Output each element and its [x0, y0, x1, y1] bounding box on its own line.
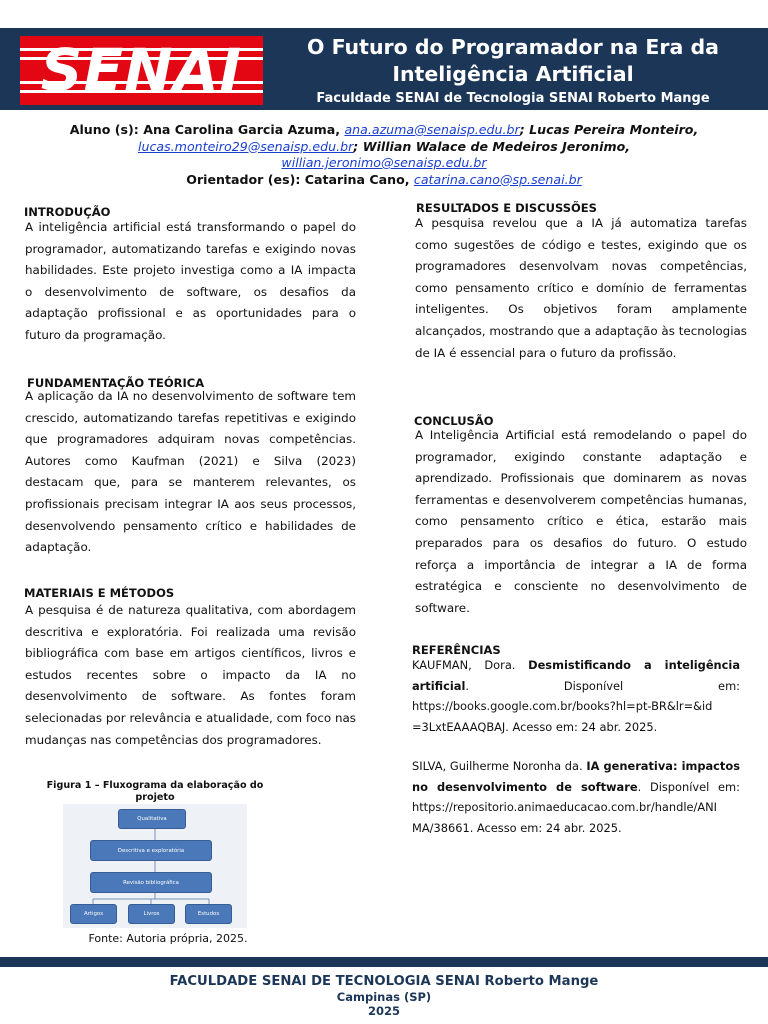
flow-node-descritiva: Descritiva e exploratória [90, 840, 212, 861]
flow-node-livros: Livros [128, 904, 175, 924]
results-text: A pesquisa revelou que a IA já automatiza tarefas como sugestões de código e testes, exigindo que os programadores desenvolvam novas competências, como pensamento crítico e domínio de ferramentas inteligentes. Os objetivos foram amplamente alcançados, mostrando que a adaptação às tecnologias de IA é essencial para o futuro da profissão. [415, 216, 747, 360]
author-email-link[interactable]: willian.jeronimo@senaisp.edu.br [281, 155, 487, 170]
authors-line-1: Aluno (s): Ana Carolina Garcia Azuma, ana.azuma@senaisp.edu.br; Lucas Pereira Monteiro, [69, 122, 699, 137]
advisor-name: Orientador (es): Catarina Cano, [186, 171, 414, 187]
poster-title: O Futuro do Programador na Era da Inteligência Artificial [307, 35, 719, 86]
author-name: ; Willian Walace de Medeiros Jeronimo, [353, 138, 631, 154]
footer-institution: FACULDADE SENAI DE TECNOLOGIA SENAI Roberto Mange [169, 974, 599, 989]
advisor-email-link[interactable]: catarina.cano@sp.senai.br [413, 171, 582, 187]
author-email-link[interactable]: lucas.monteiro29@senaisp.edu.br [137, 138, 354, 154]
results-heading: RESULTADOS E DISCUSSÕES [416, 201, 597, 215]
poster-subtitle: Faculdade SENAI de Tecnologia SENAI Roberto Mange [316, 91, 710, 106]
reference-title: IA generativa: impactos no desenvolvimento de software [412, 759, 740, 794]
theory-heading: FUNDAMENTAÇÃO TEÓRICA [27, 376, 205, 390]
footer-year: 2025 [367, 1004, 400, 1018]
reference-kaufman: KAUFMAN, Dora. Desmistificando a inteligência artificial. Disponível em: https://books.google.com.br/books?hl=pt-BR&lr=&id =3LxtEAAAQBAJ. Acesso em: 24 abr. 2025. [412, 658, 741, 734]
flow-node-estudos: Estudos [185, 904, 232, 924]
author-name: ; Lucas Pereira Monteiro, [519, 122, 699, 137]
reference-silva: SILVA, Guilherme Noronha da. IA generativa: impactos no desenvolvimento de software. Disponível em: https://repositorio.animaeducacao.com.br/handle/ANI MA/38661. Acesso em: 24 abr. 2025. [412, 759, 740, 835]
author-email-link[interactable]: ana.azuma@senaisp.edu.br [344, 122, 520, 137]
figure-caption: Figura 1 – Fluxograma da elaboração do projeto [46, 780, 264, 803]
footer-bar [0, 957, 768, 967]
intro-text: A inteligência artificial está transformando o papel do programador, automatizando tarefas e exigindo novas habilidades. Este projeto investiga como a IA impacta o desenvolvimento de software, os desafios da adaptação profissional e as oportunidades para o futuro da programação. [25, 220, 356, 342]
flow-node-qualitativa: Qualitativa [118, 809, 186, 829]
logo-text: SENAI [40, 36, 243, 104]
figure-source: Fonte: Autoria própria, 2025. [88, 932, 248, 945]
conclusion-heading: CONCLUSÃO [414, 414, 494, 428]
author-name: Ana Carolina Garcia Azuma, [143, 122, 345, 137]
methods-heading: MATERIAIS E MÉTODOS [24, 586, 175, 600]
methods-text: A pesquisa é de natureza qualitativa, com abordagem descritiva e exploratória. Foi realizada uma revisão bibliográfica com base em artigos científicos, livros e estudos recentes sobre o impacto da IA no desenvolvimento de software. As fontes foram selecionadas por relevância e atualidade, com foco nas mudanças nas competências dos programadores. [25, 603, 356, 747]
conclusion-text: A Inteligência Artificial está remodelando o papel do programador, exigindo constante adaptação e aprendizado. Profissionais que dominarem as novas ferramentas e desenvolverem competências humanas, como pensamento crítico e ética, estarão mais preparados para os desafios do futuro. O estudo reforça a importância de integrar a IA de forma estratégica e consciente no desenvolvimento de software. [415, 428, 747, 615]
authors-line-2 [30, 139, 738, 156]
reference-title: Desmistificando a inteligência artificial [412, 658, 741, 693]
flow-node-artigos: Artigos [70, 904, 117, 924]
authors-block [30, 122, 738, 188]
senai-logo [20, 36, 263, 105]
advisor-line [30, 172, 738, 189]
authors-line-3 [30, 155, 738, 172]
references-heading: REFERÊNCIAS [412, 643, 501, 657]
theory-text: A aplicação da IA no desenvolvimento de software tem crescido, automatizando tarefas repetitivas e exigindo que programadores adquiram novas competências. Autores como Kaufman (2021) e Silva (2023) destacam que, para se manterem relevantes, os profissionais precisam integrar IA aos seus processos, desenvolvendo pensamento crítico e habilidades de adaptação. [25, 389, 356, 555]
flowchart [63, 804, 247, 928]
flow-node-revisao: Revisão bibliográfica [90, 872, 212, 893]
footer-city: Campinas (SP) [336, 990, 432, 1004]
intro-heading: INTRODUÇÃO [24, 205, 111, 219]
